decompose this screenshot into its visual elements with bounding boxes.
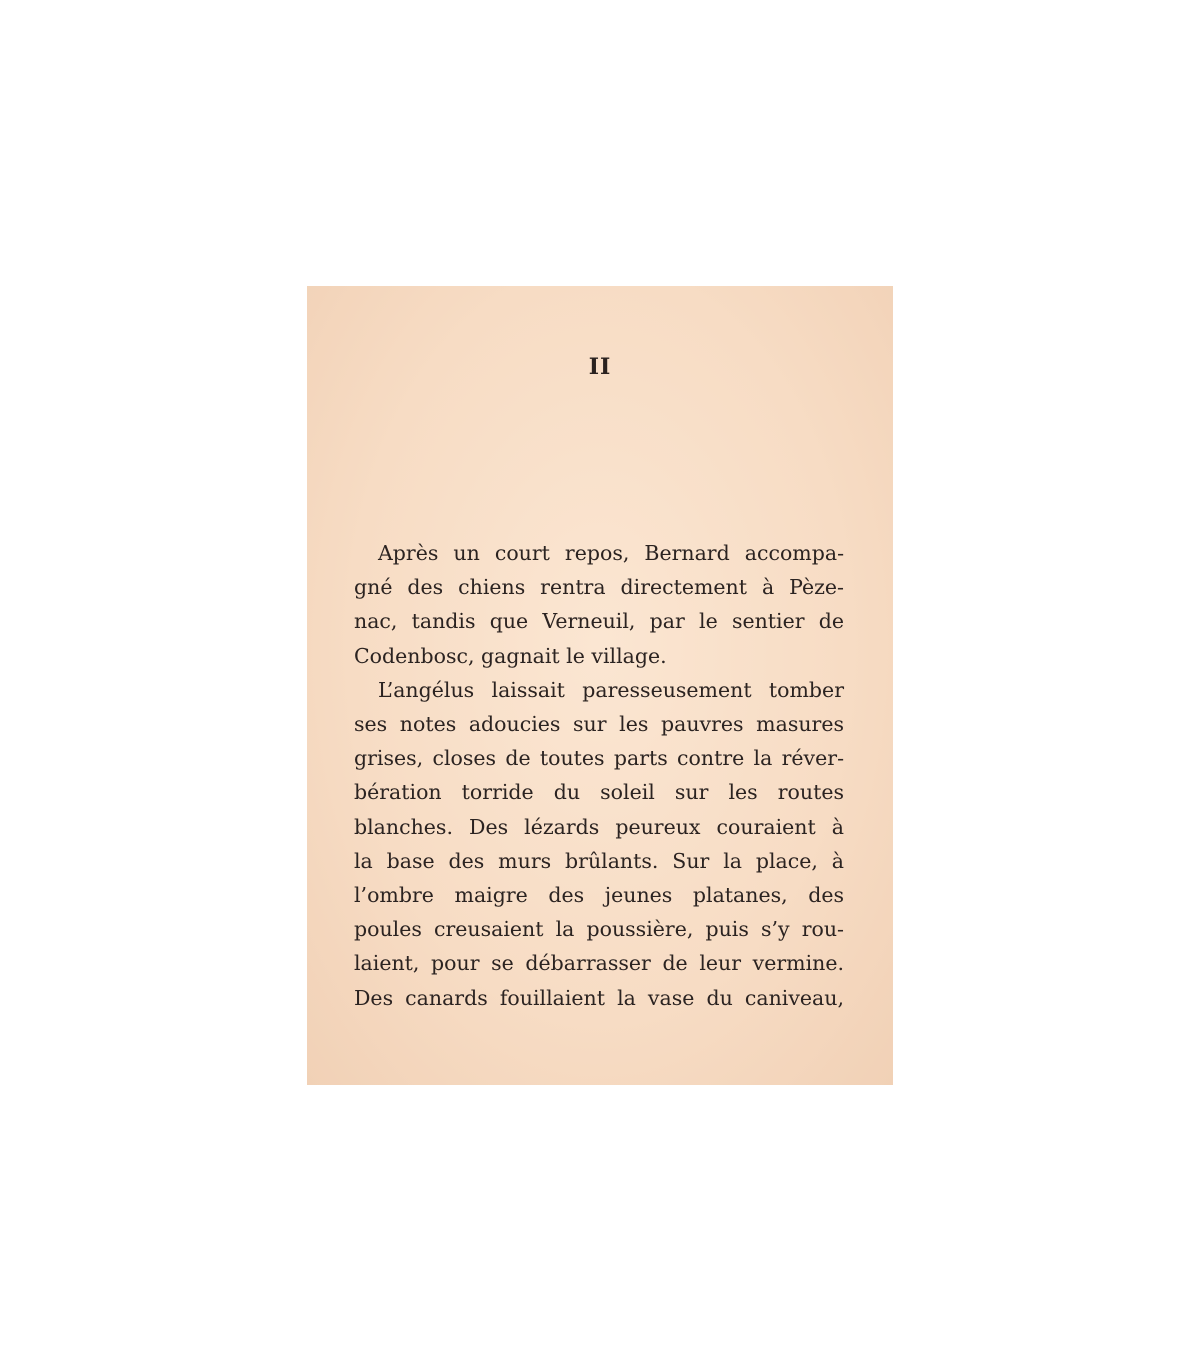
text-line: Après un court repos, Bernard accompa-: [378, 541, 844, 565]
paragraph-1: [354, 536, 844, 673]
text-line: poules creusaient la poussière, puis s’y rou-: [354, 917, 844, 942]
chapter-number: II: [588, 354, 612, 380]
text-line: Des canards fouillaient la vase du caniveau,: [354, 985, 844, 1010]
text-line: ses notes adoucies sur les pauvres masures: [354, 712, 844, 737]
text-line: grises, closes de toutes parts contre la réver-: [354, 746, 844, 771]
body-text: [354, 536, 844, 1015]
book-page: [307, 286, 893, 1085]
text-line: laient, pour se débarrasser de leur vermine.: [354, 951, 844, 976]
text-line: la base des murs brûlants. Sur la place, à: [354, 848, 844, 873]
text-line: L’angélus laissait paresseusement tomber: [378, 677, 844, 702]
text-line: gné des chiens rentra directement à Pèze-: [354, 575, 844, 600]
text-line: l’ombre maigre des jeunes platanes, des: [354, 883, 844, 908]
paragraph-2: [354, 673, 844, 1015]
text-line: bération torride du soleil sur les routes: [354, 780, 844, 805]
text-line: nac, tandis que Verneuil, par le sentier de: [354, 609, 844, 634]
text-line: Codenbosc, gagnait le village.: [354, 643, 667, 668]
text-line: blanches. Des lézards peureux couraient à: [354, 814, 844, 839]
